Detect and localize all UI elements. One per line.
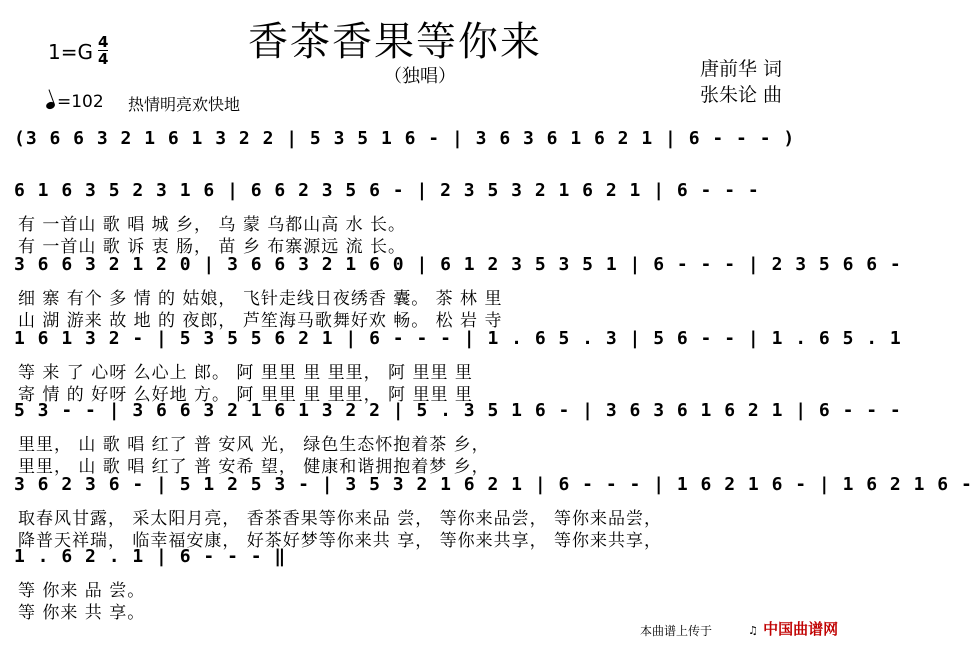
notation-line-2: 6 1 6 3 5 2 3 1 6 | 6 6 2 3 5 6 - | 2 3 5 3 2 1 6 2 1 | 6 - - - bbox=[14, 180, 760, 201]
time-signature-top: 4 bbox=[98, 33, 109, 51]
time-signature-bottom: 4 bbox=[98, 50, 109, 68]
lyric-line-6b: 降普天祥瑞， 临幸福安康， 好茶好梦等你来共 享， 等你来共享， 等你来共享， bbox=[18, 531, 663, 551]
composer-credit: 张朱论 曲 bbox=[700, 84, 783, 106]
notation-line-4: 1 6 1 3 2 - | 5 3 5 5 6 2 1 | 6 - - - | 1 . 6 5 . 3 | 5 6 - - | 1 . 6 5 . 1 bbox=[14, 328, 902, 349]
site-logo[interactable] bbox=[748, 618, 838, 639]
lyric-line-2a: 有 一首山 歌 唱 城 乡， 乌 蒙 乌都山高 水 长。 bbox=[18, 215, 407, 235]
key-signature: 1=G bbox=[48, 40, 93, 64]
lyric-line-5b: 里里， 山 歌 唱 红了 普 安希 望， 健康和谐拥抱着梦 乡， bbox=[18, 457, 490, 477]
song-title: 香茶香果等你来 bbox=[248, 19, 542, 65]
lyric-line-7b: 等 你来 共 享。 bbox=[18, 603, 146, 623]
upload-note: 本曲谱上传于 bbox=[640, 624, 713, 638]
lyric-line-4b: 寄 情 的 好呀 么好地 方。 阿 里里 里 里里， 阿 里里 里 bbox=[18, 385, 473, 405]
song-subtitle: （独唱） bbox=[384, 66, 456, 87]
lyric-line-2b: 有 一首山 歌 诉 衷 肠， 苗 乡 布寨源远 流 长。 bbox=[18, 237, 407, 257]
lyric-line-5a: 里里， 山 歌 唱 红了 普 安风 光， 绿色生态怀抱着茶 乡， bbox=[18, 435, 490, 455]
site-logo-text: 中国曲谱网 bbox=[763, 620, 839, 638]
notation-line-5: 5 3 - - | 3 6 6 3 2 1 6 1 3 2 2 | 5 . 3 5 1 6 - | 3 6 3 6 1 6 2 1 | 6 - - - bbox=[14, 400, 902, 421]
quarter-note-icon bbox=[45, 101, 56, 111]
notation-line-7: 1 . 6 2 . 1 | 6 - - - ‖ bbox=[14, 546, 287, 567]
time-signature bbox=[98, 34, 108, 67]
music-note-logo-icon: ♫ bbox=[748, 624, 758, 637]
tempo-value: =102 bbox=[57, 92, 104, 112]
notation-line-3: 3 6 6 3 2 1 2 0 | 3 6 6 3 2 1 6 0 | 6 1 2 3 5 3 5 1 | 6 - - - | 2 3 5 6 6 - bbox=[14, 254, 902, 275]
expression-marking: 热情明亮欢快地 bbox=[128, 95, 241, 114]
lyricist-credit: 唐前华 词 bbox=[700, 58, 783, 80]
lyric-line-6a: 取春风甘露， 采太阳月亮， 香茶香果等你来品 尝， 等你来品尝， 等你来品尝， bbox=[18, 509, 663, 529]
lyric-line-7a: 等 你来 品 尝。 bbox=[18, 581, 146, 601]
tempo-marking bbox=[46, 92, 104, 112]
notation-line-1: (3 6 6 3 2 1 6 1 3 2 2 | 5 3 5 1 6 - | 3 6 3 6 1 6 2 1 | 6 - - - ) bbox=[14, 128, 796, 149]
notation-line-6: 3 6 2 3 6 - | 5 1 2 5 3 - | 3 5 3 2 1 6 2 1 | 6 - - - | 1 6 2 1 6 - | 1 6 2 1 6 - bbox=[14, 474, 973, 495]
lyric-line-3b: 山 湖 游来 故 地 的 夜郎， 芦笙海马歌舞好欢 畅。 松 岩 寺 bbox=[18, 311, 503, 331]
lyric-line-4a: 等 来 了 心呀 么心上 郎。 阿 里里 里 里里， 阿 里里 里 bbox=[18, 363, 473, 383]
lyric-line-3a: 细 寨 有个 多 情 的 姑娘， 飞针走线日夜绣香 囊。 茶 林 里 bbox=[18, 289, 503, 309]
